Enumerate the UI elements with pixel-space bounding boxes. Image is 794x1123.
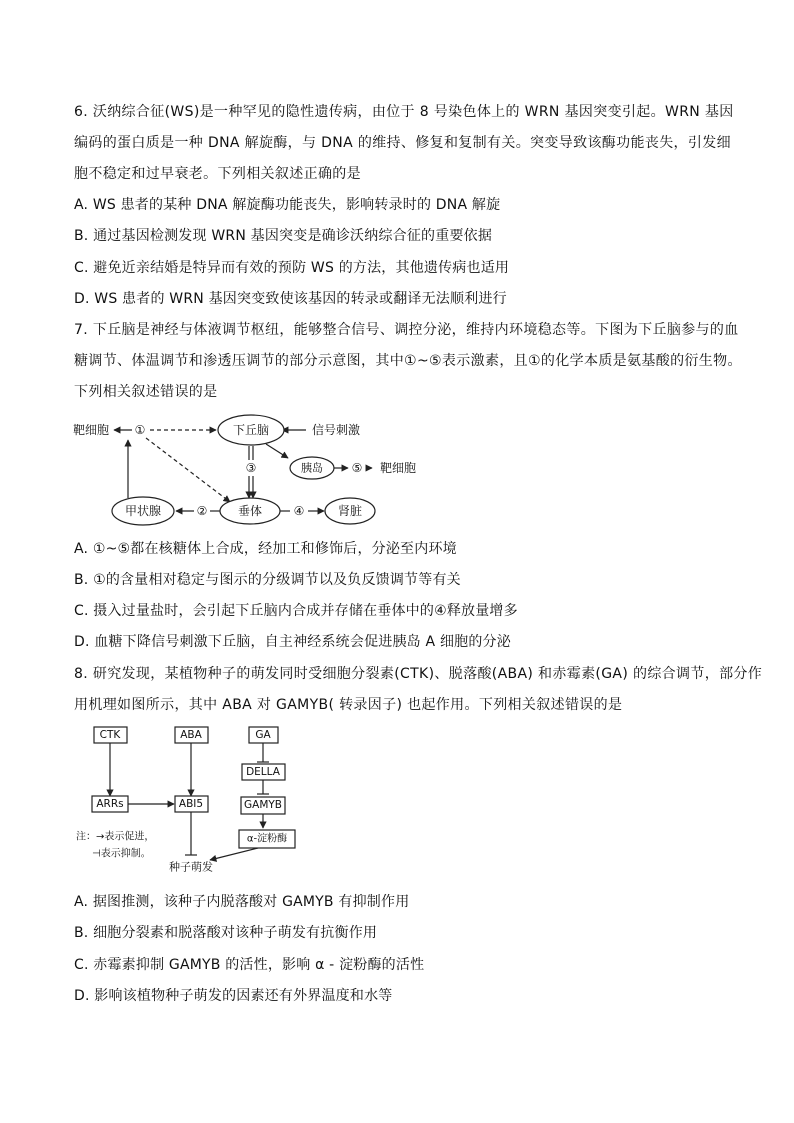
hormone-1-label: ①: [134, 423, 146, 437]
q7-diagram: [70, 408, 430, 533]
legend-note-line-2: ⊣表示抑制。: [92, 848, 151, 860]
q6-option-d[interactable]: D. WS 患者的 WRN 基因突变致使该基因的转录或翻译无法顺利进行: [74, 291, 507, 307]
amylase-label: α-淀粉酶: [246, 833, 288, 845]
hormone-4-label: ④: [293, 504, 305, 518]
q6-stem-line-1: 6. 沃纳综合征(WS)是一种罕见的隐性遗传病，由位于 8 号染色体上的 WRN 基因突变引起。WRN 基因: [74, 104, 734, 120]
hypothalamus-label: 下丘脑: [232, 423, 270, 437]
q7-option-d[interactable]: D. 血糖下降信号刺激下丘脑，自主神经系统会促进胰岛 A 细胞的分泌: [74, 634, 511, 650]
q7-stem-line-3: 下列相关叙述错误的是: [74, 384, 218, 400]
q6-stem-line-2: 编码的蛋白质是一种 DNA 解旋酶，与 DNA 的维持、修复和复制有关。突变导致该酶功能丧失，引发细: [74, 135, 731, 151]
hormone-5-label: ⑤: [351, 461, 363, 475]
thyroid-label: 甲状腺: [124, 504, 162, 518]
gamyb-label: GAMYB: [244, 799, 282, 811]
q8-option-a[interactable]: A. 据图推测，该种子内脱落酸对 GAMYB 有抑制作用: [74, 894, 410, 910]
legend-note-line-1: 注：→表示促进，: [76, 831, 155, 843]
q6-stem-line-3: 胞不稳定和过早衰老。下列相关叙述正确的是: [74, 166, 361, 182]
q6-option-a[interactable]: A. WS 患者的某种 DNA 解旋酶功能丧失，影响转录时的 DNA 解旋: [74, 197, 501, 213]
hormone-3-label: ③: [245, 461, 257, 475]
q8-option-c[interactable]: C. 赤霉素抑制 GAMYB 的活性，影响 α - 淀粉酶的活性: [74, 957, 425, 973]
q7-option-c[interactable]: C. 摄入过量盐时，会引起下丘脑内合成并存储在垂体中的④释放量增多: [74, 603, 518, 619]
aba-label: ABA: [180, 729, 202, 741]
q7-option-a[interactable]: A. ①~⑤都在核糖体上合成，经加工和修饰后，分泌至内环境: [74, 541, 457, 557]
islet-label: 胰岛: [301, 461, 323, 475]
ga-label: GA: [255, 729, 271, 741]
target-cell-label-2: 靶细胞: [379, 461, 417, 475]
q8-stem-line-1: 8. 研究发现，某植物种子的萌发同时受细胞分裂素(CTK)、脱落酸(ABA) 和赤霉素(GA) 的综合调节，部分作: [74, 666, 763, 682]
q6-option-b[interactable]: B. 通过基因检测发现 WRN 基因突变是确诊沃纳综合征的重要依据: [74, 228, 493, 244]
q7-option-b[interactable]: B. ①的含量相对稳定与图示的分级调节以及负反馈调节等有关: [74, 572, 461, 588]
q6-option-c[interactable]: C. 避免近亲结婚是特异而有效的预防 WS 的方法，其他遗传病也适用: [74, 260, 510, 276]
arrs-label: ARRs: [96, 798, 124, 810]
kidney-label: 肾脏: [337, 504, 363, 518]
ctk-label: CTK: [99, 729, 121, 741]
q7-stem-line-1: 7. 下丘脑是神经与体液调节枢纽，能够整合信号、调控分泌，维持内环境稳态等。下图为下丘脑参与的血: [74, 322, 739, 338]
q8-stem-line-2: 用机理如图所示，其中 ABA 对 GAMYB( 转录因子) 也起作用。下列相关叙述错误的是: [74, 697, 623, 713]
pituitary-label: 垂体: [237, 504, 263, 518]
q7-stem-line-2: 糖调节、体温调节和渗透压调节的部分示意图，其中①~⑤表示激素，且①的化学本质是氨基酸的衍生物。: [74, 353, 742, 369]
signal-label: 信号刺激: [311, 423, 361, 437]
target-cell-label-1: 靶细胞: [72, 423, 110, 437]
q8-option-d[interactable]: D. 影响该植物种子萌发的因素还有外界温度和水等: [74, 988, 393, 1004]
q8-diagram: [70, 720, 310, 878]
q8-option-b[interactable]: B. 细胞分裂素和脱落酸对该种子萌发有抗衡作用: [74, 925, 378, 941]
della-label: DELLA: [246, 766, 280, 778]
germination-label: 种子萌发: [169, 860, 213, 874]
hormone-2-label: ②: [196, 504, 208, 518]
abi5-label: ABI5: [178, 798, 204, 810]
